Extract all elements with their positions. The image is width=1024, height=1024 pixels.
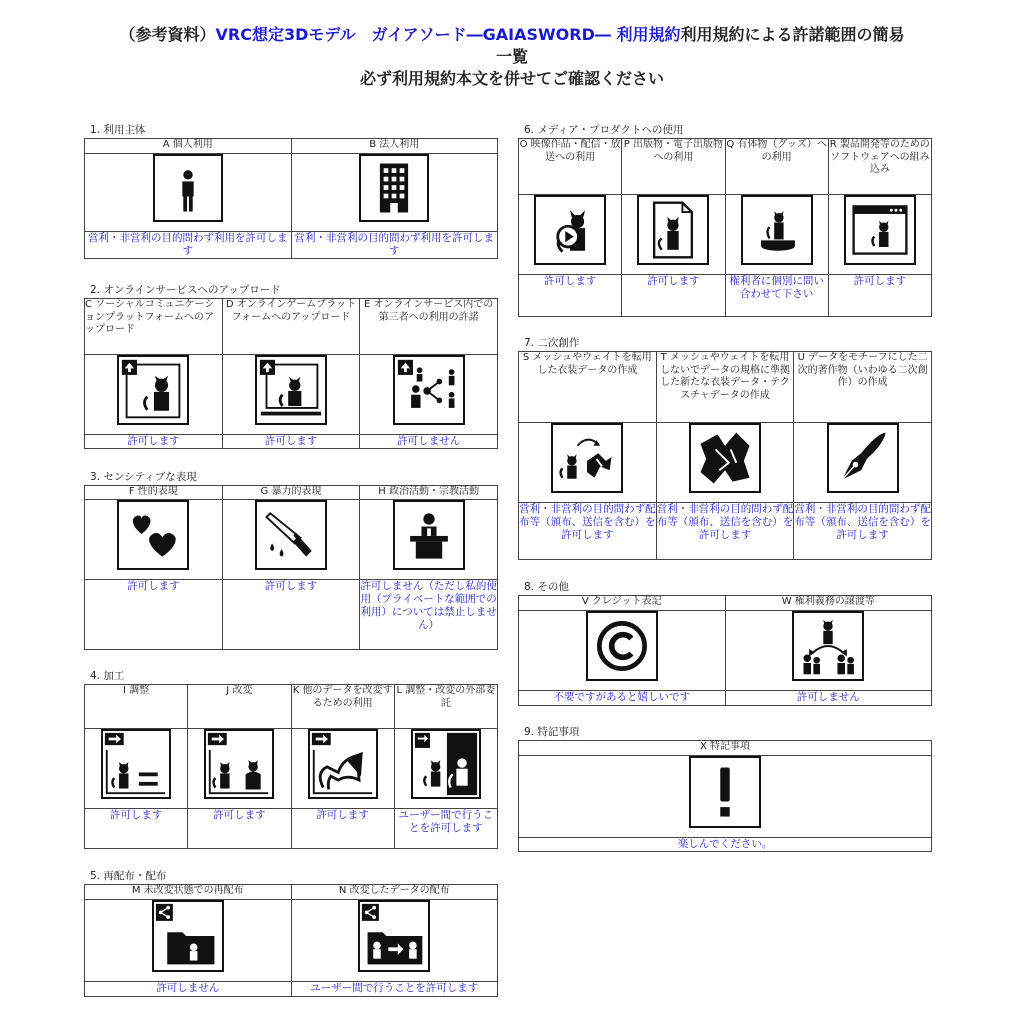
document-title [0, 24, 1024, 90]
new-costume-icon [689, 423, 761, 493]
permission-table [518, 351, 932, 560]
permission-answer[interactable]: 許可します [85, 809, 188, 849]
permission-answer[interactable]: 許可します [222, 435, 360, 449]
column-header: Q 有体物（グッズ）への利用 [725, 139, 828, 195]
permission-answer[interactable]: 営利・非営利の目的問わず利用を許可します [85, 232, 292, 259]
upload-avatar-icon [117, 355, 189, 425]
permission-answer[interactable]: 許可します [291, 809, 394, 849]
transfer-rights-icon [792, 611, 864, 681]
column-header: P 出版物・電子出版物への利用 [622, 139, 725, 195]
permission-answer[interactable]: 許可しません（ただし私的使用（プライベートな範囲での利用）については禁止しません） [360, 580, 498, 650]
upload-game-icon [255, 355, 327, 425]
column-header: A 個人利用 [85, 139, 292, 154]
permission-answer[interactable]: ユーザー間で行うことを許可します [394, 809, 497, 849]
column-header: B 法人利用 [291, 139, 498, 154]
permission-answer[interactable]: 許可します [222, 580, 360, 650]
column-header: F 性的表現 [85, 486, 223, 500]
column-header: N 改変したデータの配布 [291, 885, 498, 900]
permission-table [84, 485, 498, 650]
permission-answer[interactable]: ユーザー間で行うことを許可します [291, 982, 498, 997]
pen-nib-icon [827, 423, 899, 493]
copyright-icon [586, 611, 658, 681]
title-prefix: （参考資料） [119, 25, 216, 44]
adjust-icon [101, 729, 171, 799]
permission-table [84, 884, 498, 997]
goods-icon [741, 195, 813, 265]
permission-answer[interactable]: 許可します [519, 275, 622, 317]
permission-table [518, 740, 932, 852]
permission-answer[interactable]: 許可しません [85, 982, 292, 997]
modify-icon [204, 729, 274, 799]
column-header: U データをモチーフにした二次的著作物（いわゆる二次創作）の作成 [794, 352, 932, 423]
permission-answer[interactable]: 営利・非営利の目的問わず配布等（頒布、送信を含む）を許可します [794, 503, 932, 560]
hearts-icon [117, 500, 189, 570]
section-label: 4. 加工 [90, 670, 125, 682]
video-icon [534, 195, 606, 265]
column-header: H 政治活動・宗教活動 [360, 486, 498, 500]
title-line2: 一覧 [495, 47, 528, 66]
section-redistribution [84, 869, 498, 997]
permission-answer[interactable]: 営利・非営利の目的問わず配布等（頒布、送信を含む）を許可します [656, 503, 794, 560]
permission-answer[interactable]: 楽しんでください。 [519, 838, 932, 852]
column-header: L 調整・改変の外部委託 [394, 685, 497, 729]
permission-table [84, 138, 498, 259]
permission-answer[interactable]: 許可しません [360, 435, 498, 449]
section-label: 3. センシティブな表現 [90, 471, 197, 483]
column-header: I 調整 [85, 685, 188, 729]
column-header: O 映像作品・配信・放送への利用 [519, 139, 622, 195]
section-usage-subject [84, 123, 498, 259]
knife-icon [255, 500, 327, 570]
section-online-upload [84, 283, 498, 449]
section-processing [84, 669, 498, 849]
column-header: C ソーシャルコミュニケーションプラットフォームへのアップロード [85, 299, 223, 355]
permission-table [518, 138, 932, 317]
column-header: X 特記事項 [519, 741, 932, 756]
permission-answer[interactable]: 許可します [622, 275, 725, 317]
column-header: D オンラインゲームプラットフォームへのアップロード [222, 299, 360, 355]
section-media-products [518, 123, 932, 317]
section-label: 1. 利用主体 [90, 124, 146, 136]
column-header: E オンラインサービス内での第三者への利用の許諾 [360, 299, 498, 355]
distribute-modified-icon [358, 900, 430, 972]
title-suffix: 利用規約による許諾範囲の簡易 [680, 25, 905, 44]
section-label: 5. 再配布・配布 [90, 870, 167, 882]
permission-answer[interactable]: 許可します [85, 580, 223, 650]
outsource-icon [411, 729, 481, 799]
software-icon [844, 195, 916, 265]
permission-answer[interactable]: 不要ですがあると嬉しいです [519, 691, 726, 706]
section-special-notes [518, 725, 932, 852]
section-label: 2. オンラインサービスへのアップロード [90, 284, 281, 296]
share-third-party-icon [393, 355, 465, 425]
permission-table [84, 298, 498, 449]
section-label: 7. 二次創作 [524, 337, 580, 349]
person-icon [153, 154, 223, 222]
podium-icon [393, 500, 465, 570]
section-label: 9. 特記事項 [524, 726, 580, 738]
title-link[interactable]: VRC想定3Dモデル ガイアソード―GAIASWORD― 利用規約 [215, 25, 681, 44]
column-header: R 製品開発等のためのソフトウェアへの組み込み [828, 139, 931, 195]
column-header: T メッシュやウェイトを転用しないでデータの規格に準拠した新たな衣装データ・テクスチャデータの作成 [656, 352, 794, 423]
column-header: S メッシュやウェイトを転用した衣装データの作成 [519, 352, 657, 423]
column-header: W 権利義務の譲渡等 [725, 596, 932, 611]
section-label: 8. その他 [524, 581, 569, 593]
section-other [518, 580, 932, 706]
column-header: M 未改変状態での再配布 [85, 885, 292, 900]
permission-answer[interactable]: 権利者に個別に問い合わせて下さい [725, 275, 828, 317]
costume-transfer-icon [551, 423, 623, 493]
title-notice: 必ず利用規約本文を併せてご確認ください [359, 69, 664, 88]
publication-icon [637, 195, 709, 265]
column-header: J 改変 [188, 685, 291, 729]
section-label: 6. メディア・プロダクトへの使用 [524, 124, 684, 136]
permission-answer[interactable]: 許可します [85, 435, 223, 449]
exclamation-icon [689, 756, 761, 828]
column-header: V クレジット表記 [519, 596, 726, 611]
reuse-data-icon [308, 729, 378, 799]
section-sensitive-expression [84, 470, 498, 650]
building-icon [359, 154, 429, 222]
permission-answer[interactable]: 許可します [828, 275, 931, 317]
column-header: K 他のデータを改変するための利用 [291, 685, 394, 729]
permission-table [518, 595, 932, 706]
column-header: G 暴力的表現 [222, 486, 360, 500]
section-derivative-works [518, 336, 932, 560]
redistribute-icon [152, 900, 224, 972]
permission-answer[interactable]: 営利・非営利の目的問わず利用を許可します [291, 232, 498, 259]
permission-answer[interactable]: 許可します [188, 809, 291, 849]
permission-table [84, 684, 498, 849]
permission-answer[interactable]: 営利・非営利の目的問わず配布等（頒布、送信を含む）を許可します [519, 503, 657, 560]
permission-answer[interactable]: 許可しません [725, 691, 932, 706]
